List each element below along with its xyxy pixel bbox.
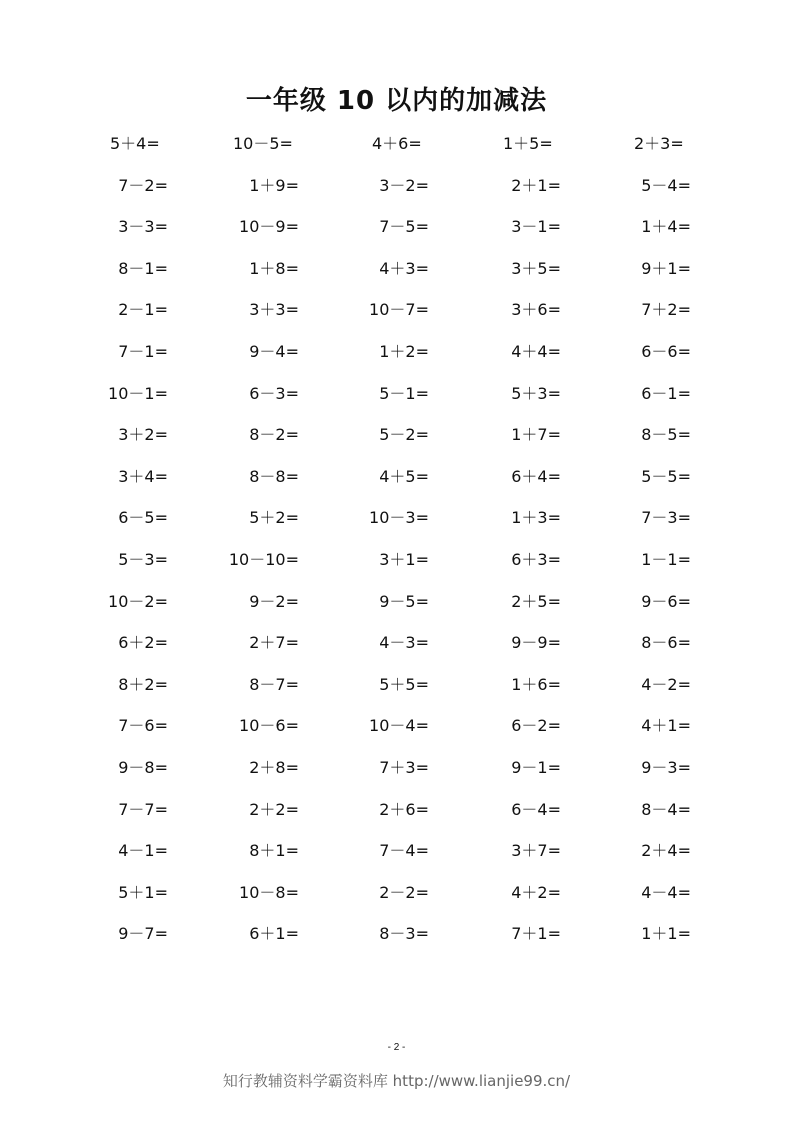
- problem-item: 3＋3=: [249, 300, 299, 320]
- problem-item: 2＋7=: [249, 633, 299, 653]
- problem-item: 8－3=: [379, 924, 429, 944]
- problem-row: [0, 829, 793, 871]
- problem-item: 4＋3=: [379, 258, 429, 278]
- footer-source: 知行教辅资料学霸资料库 http://www.lianjie99.cn/: [222, 1072, 571, 1090]
- problem-item: 9－9=: [511, 633, 561, 653]
- problem-row: [0, 496, 793, 538]
- problem-item: 4＋6=: [372, 134, 422, 153]
- problem-item: 4＋2=: [511, 882, 561, 902]
- problem-item: 4－1=: [118, 841, 168, 861]
- problem-item: 5＋5=: [379, 674, 429, 694]
- problem-item: 8－2=: [249, 425, 299, 445]
- problem-item: 9－6=: [641, 591, 691, 611]
- problem-item: 8－7=: [249, 674, 299, 694]
- problem-item: 2＋6=: [379, 799, 429, 819]
- problem-row: [0, 413, 793, 455]
- problem-row: [0, 455, 793, 497]
- problem-row: [0, 580, 793, 622]
- problem-item: 6－2=: [511, 716, 561, 736]
- problem-row: [0, 788, 793, 830]
- problem-item: 1＋2=: [379, 341, 429, 361]
- problem-item: 4－3=: [379, 633, 429, 653]
- problem-item: 9－1=: [511, 757, 561, 777]
- problem-item: 3＋7=: [511, 841, 561, 861]
- problem-item: 7－1=: [118, 341, 168, 361]
- problem-row: [0, 372, 793, 414]
- problem-item: 9－5=: [379, 591, 429, 611]
- problem-row: [0, 122, 793, 164]
- problem-item: 5－5=: [641, 466, 691, 486]
- problem-row: [0, 247, 793, 289]
- problem-item: 5－4=: [641, 175, 691, 195]
- problem-item: 6－6=: [641, 341, 691, 361]
- problem-item: 1＋7=: [511, 425, 561, 445]
- problem-row: [0, 330, 793, 372]
- problem-item: 9－7=: [118, 924, 168, 944]
- problem-row: [0, 746, 793, 788]
- problem-item: 2＋1=: [511, 175, 561, 195]
- problem-item: 8＋1=: [249, 841, 299, 861]
- problem-item: 7＋1=: [511, 924, 561, 944]
- problem-item: 4－4=: [641, 882, 691, 902]
- problem-item: 2－1=: [118, 300, 168, 320]
- problem-row: [0, 164, 793, 206]
- problem-item: 5＋2=: [249, 508, 299, 528]
- problem-item: 10－7=: [369, 300, 429, 320]
- problem-item: 2＋5=: [511, 591, 561, 611]
- problem-item: 7－7=: [118, 799, 168, 819]
- problem-item: 3＋2=: [118, 425, 168, 445]
- problem-item: 7－5=: [379, 217, 429, 237]
- problem-item: 8＋2=: [118, 674, 168, 694]
- problem-item: 5－1=: [379, 383, 429, 403]
- problem-grid: [0, 122, 793, 954]
- problem-item: 10－9=: [239, 217, 299, 237]
- problem-item: 6＋1=: [249, 924, 299, 944]
- problem-item: 6－4=: [511, 799, 561, 819]
- problem-item: 8－6=: [641, 633, 691, 653]
- problem-item: 10－1=: [108, 383, 168, 403]
- problem-item: 7－4=: [379, 841, 429, 861]
- problem-item: 2－2=: [379, 882, 429, 902]
- problem-item: 4＋1=: [641, 716, 691, 736]
- problem-item: 5－3=: [118, 549, 168, 569]
- problem-row: [0, 288, 793, 330]
- problem-item: 3＋4=: [118, 466, 168, 486]
- problem-item: 2＋4=: [641, 841, 691, 861]
- problem-item: 9＋1=: [641, 258, 691, 278]
- problem-item: 4＋4=: [511, 341, 561, 361]
- problem-item: 1＋3=: [511, 508, 561, 528]
- problem-item: 9－3=: [641, 757, 691, 777]
- problem-row: [0, 912, 793, 954]
- problem-item: 6＋4=: [511, 466, 561, 486]
- problem-item: 5＋1=: [118, 882, 168, 902]
- problem-item: 6＋3=: [511, 549, 561, 569]
- problem-item: 10－2=: [108, 591, 168, 611]
- problem-item: 3－3=: [118, 217, 168, 237]
- problem-item: 8－8=: [249, 466, 299, 486]
- problem-item: 1＋4=: [641, 217, 691, 237]
- problem-item: 1＋5=: [503, 134, 553, 153]
- problem-item: 3＋6=: [511, 300, 561, 320]
- problem-item: 10－3=: [369, 508, 429, 528]
- page-number: - 2 -: [387, 1042, 406, 1053]
- problem-item: 5－2=: [379, 425, 429, 445]
- problem-item: 8－1=: [118, 258, 168, 278]
- problem-item: 9－2=: [249, 591, 299, 611]
- problem-item: 7－6=: [118, 716, 168, 736]
- worksheet-title: 一年级 10 以内的加减法: [245, 86, 548, 116]
- problem-item: 1＋6=: [511, 674, 561, 694]
- problem-item: 7＋3=: [379, 757, 429, 777]
- problem-row: [0, 538, 793, 580]
- problem-row: [0, 871, 793, 913]
- problem-row: [0, 205, 793, 247]
- problem-item: 6－1=: [641, 383, 691, 403]
- problem-item: 2＋8=: [249, 757, 299, 777]
- problem-item: 10－5=: [233, 134, 293, 153]
- problem-item: 9－4=: [249, 341, 299, 361]
- problem-row: [0, 704, 793, 746]
- problem-item: 3－1=: [511, 217, 561, 237]
- problem-item: 10－8=: [239, 882, 299, 902]
- problem-item: 3＋1=: [379, 549, 429, 569]
- problem-item: 6＋2=: [118, 633, 168, 653]
- problem-item: 1＋9=: [249, 175, 299, 195]
- problem-item: 1＋8=: [249, 258, 299, 278]
- problem-item: 7－2=: [118, 175, 168, 195]
- problem-item: 2＋3=: [634, 134, 684, 153]
- problem-item: 5＋3=: [511, 383, 561, 403]
- problem-item: 4＋5=: [379, 466, 429, 486]
- problem-item: 8－5=: [641, 425, 691, 445]
- problem-item: 3＋5=: [511, 258, 561, 278]
- problem-item: 6－3=: [249, 383, 299, 403]
- problem-item: 7＋2=: [641, 300, 691, 320]
- problem-item: 5＋4=: [110, 134, 160, 153]
- problem-item: 4－2=: [641, 674, 691, 694]
- problem-item: 10－4=: [369, 716, 429, 736]
- problem-item: 10－10=: [228, 549, 299, 569]
- problem-item: 8－4=: [641, 799, 691, 819]
- problem-row: [0, 663, 793, 705]
- problem-item: 6－5=: [118, 508, 168, 528]
- problem-item: 1－1=: [641, 549, 691, 569]
- problem-item: 2＋2=: [249, 799, 299, 819]
- problem-item: 1＋1=: [641, 924, 691, 944]
- problem-item: 7－3=: [641, 508, 691, 528]
- problem-item: 9－8=: [118, 757, 168, 777]
- problem-item: 10－6=: [239, 716, 299, 736]
- problem-item: 3－2=: [379, 175, 429, 195]
- problem-row: [0, 621, 793, 663]
